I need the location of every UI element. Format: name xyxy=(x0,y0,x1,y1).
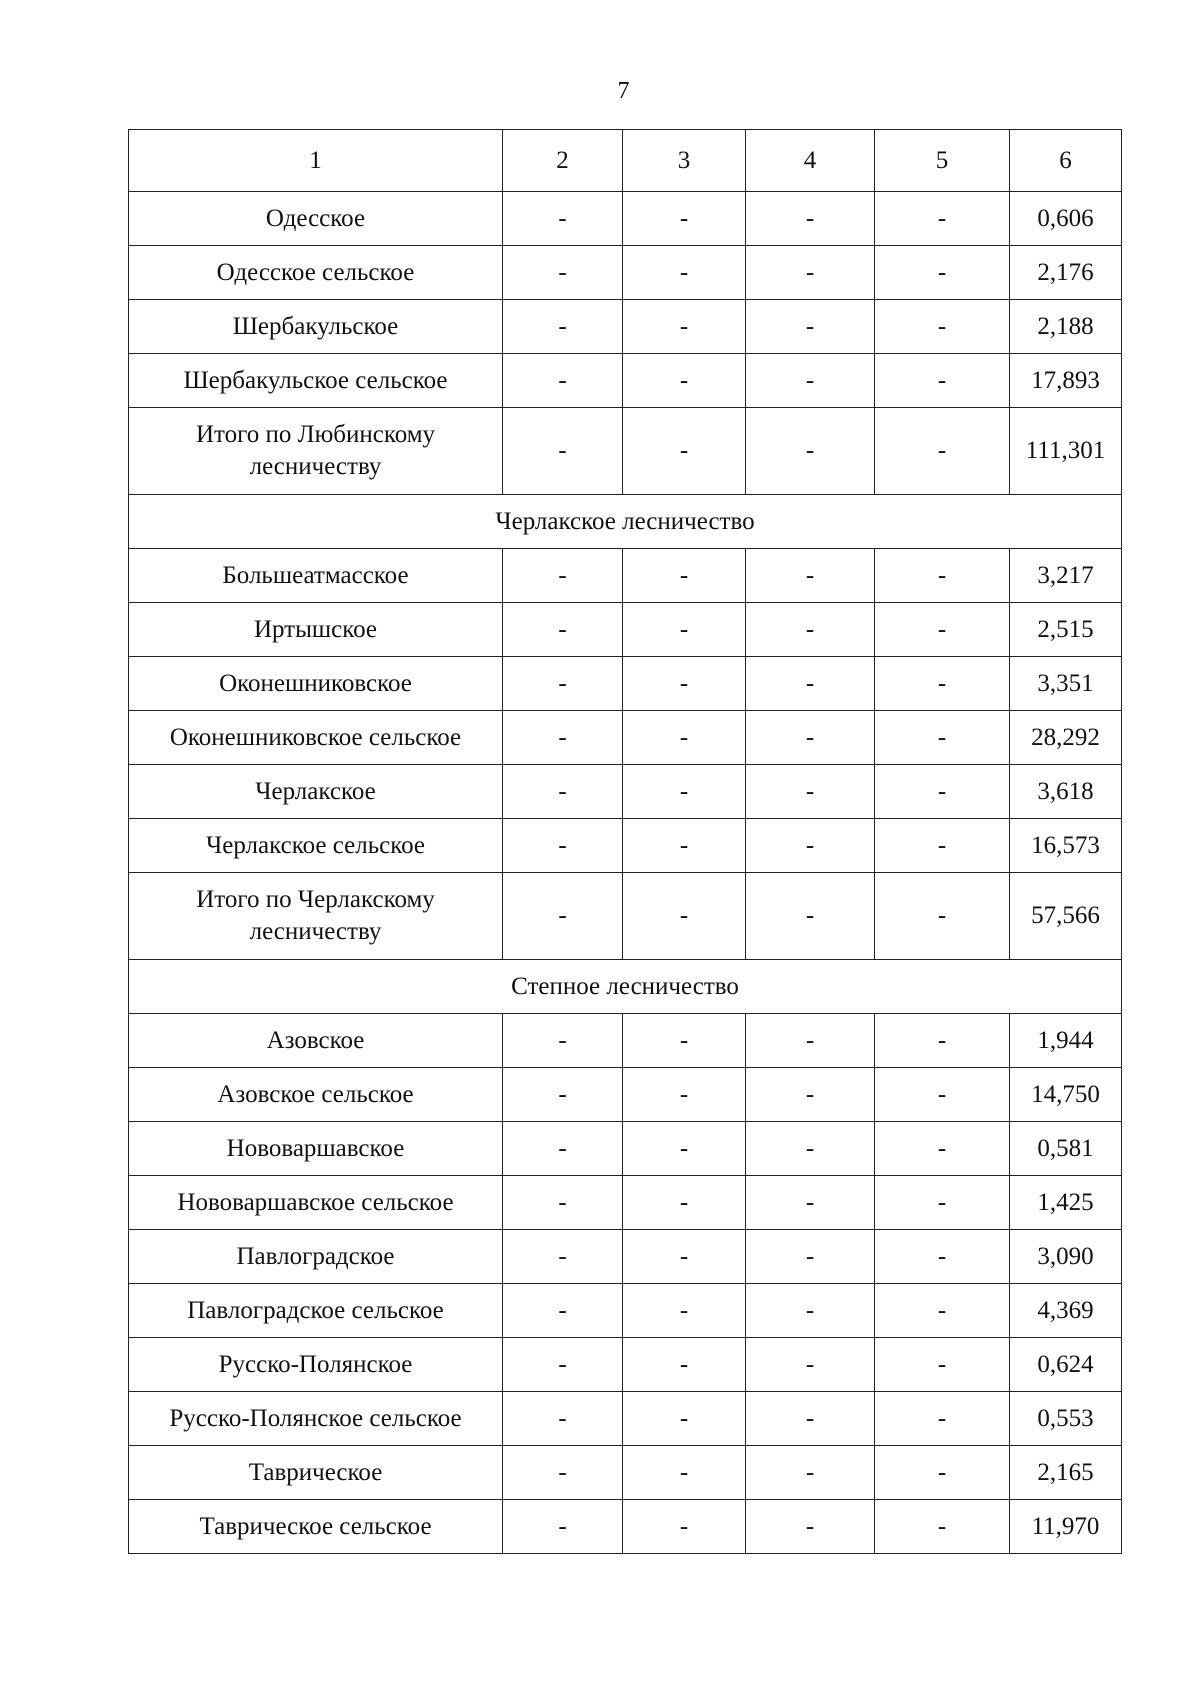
value-cell: - xyxy=(746,408,875,495)
value-cell: 0,581 xyxy=(1010,1122,1122,1176)
value-cell: - xyxy=(746,1176,875,1230)
value-cell: - xyxy=(623,408,746,495)
table-row xyxy=(129,300,1122,354)
table-row xyxy=(129,1230,1122,1284)
value-cell: 2,515 xyxy=(1010,603,1122,657)
value-cell: 111,301 xyxy=(1010,408,1122,495)
value-cell: - xyxy=(503,354,623,408)
row-label-cell: Шербакульское сельское xyxy=(129,354,503,408)
value-cell: - xyxy=(503,603,623,657)
header-cell: 1 xyxy=(129,130,503,192)
row-label-cell: Итого по Любинскому лесничеству xyxy=(129,408,503,495)
value-cell: - xyxy=(875,1446,1010,1500)
section-header-row xyxy=(129,960,1122,1014)
value-cell: 11,970 xyxy=(1010,1500,1122,1554)
value-cell: - xyxy=(503,819,623,873)
value-cell: - xyxy=(623,1500,746,1554)
value-cell: 16,573 xyxy=(1010,819,1122,873)
value-cell: - xyxy=(503,408,623,495)
table-row xyxy=(129,765,1122,819)
value-cell: 1,944 xyxy=(1010,1014,1122,1068)
row-label-cell: Черлакское xyxy=(129,765,503,819)
value-cell: 2,176 xyxy=(1010,246,1122,300)
value-cell: - xyxy=(623,1392,746,1446)
table-row xyxy=(129,549,1122,603)
table-row xyxy=(129,1392,1122,1446)
table-row xyxy=(129,711,1122,765)
row-label-cell: Русско-Полянское сельское xyxy=(129,1392,503,1446)
value-cell: - xyxy=(746,711,875,765)
value-cell: - xyxy=(875,603,1010,657)
value-cell: - xyxy=(746,1230,875,1284)
value-cell: - xyxy=(746,1392,875,1446)
value-cell: - xyxy=(623,1176,746,1230)
value-cell: - xyxy=(746,765,875,819)
value-cell: - xyxy=(875,1338,1010,1392)
value-cell: - xyxy=(623,1122,746,1176)
value-cell: - xyxy=(746,873,875,960)
value-cell: - xyxy=(875,1122,1010,1176)
value-cell: 2,188 xyxy=(1010,300,1122,354)
row-label-cell: Итого по Черлакскому лесничеству xyxy=(129,873,503,960)
value-cell: - xyxy=(746,603,875,657)
value-cell: - xyxy=(746,354,875,408)
page-number: 7 xyxy=(617,78,630,104)
value-cell: - xyxy=(746,1068,875,1122)
value-cell: - xyxy=(875,549,1010,603)
value-cell: - xyxy=(503,1230,623,1284)
table-row xyxy=(129,1284,1122,1338)
row-label-cell: Таврическое сельское xyxy=(129,1500,503,1554)
value-cell: - xyxy=(875,657,1010,711)
value-cell: - xyxy=(623,603,746,657)
value-cell: 0,624 xyxy=(1010,1338,1122,1392)
row-label-cell: Оконешниковское xyxy=(129,657,503,711)
section-title: Степное лесничество xyxy=(129,960,1122,1014)
value-cell: - xyxy=(746,1338,875,1392)
table-row xyxy=(129,246,1122,300)
value-cell: 17,893 xyxy=(1010,354,1122,408)
value-cell: - xyxy=(746,246,875,300)
value-cell: - xyxy=(503,765,623,819)
row-label-cell: Нововаршавское xyxy=(129,1122,503,1176)
value-cell: - xyxy=(503,1014,623,1068)
header-cell: 4 xyxy=(746,130,875,192)
value-cell: - xyxy=(623,192,746,246)
value-cell: - xyxy=(875,819,1010,873)
value-cell: - xyxy=(875,246,1010,300)
table-row xyxy=(129,1068,1122,1122)
section-title: Черлакское лесничество xyxy=(129,495,1122,549)
value-cell: - xyxy=(623,873,746,960)
value-cell: - xyxy=(746,1446,875,1500)
table-body xyxy=(129,130,1122,1554)
table-row xyxy=(129,657,1122,711)
value-cell: - xyxy=(746,549,875,603)
row-label-cell: Одесское xyxy=(129,192,503,246)
value-cell: - xyxy=(503,1068,623,1122)
row-label-cell: Азовское xyxy=(129,1014,503,1068)
value-cell: - xyxy=(623,300,746,354)
value-cell: - xyxy=(623,1446,746,1500)
value-cell: 4,369 xyxy=(1010,1284,1122,1338)
table-header-row xyxy=(129,130,1122,192)
table-row xyxy=(129,1122,1122,1176)
row-label-cell: Русско-Полянское xyxy=(129,1338,503,1392)
value-cell: - xyxy=(875,192,1010,246)
value-cell: - xyxy=(623,1338,746,1392)
value-cell: - xyxy=(875,300,1010,354)
value-cell: 0,606 xyxy=(1010,192,1122,246)
header-cell: 6 xyxy=(1010,130,1122,192)
value-cell: - xyxy=(746,1122,875,1176)
row-label-cell: Иртышское xyxy=(129,603,503,657)
value-cell: - xyxy=(875,711,1010,765)
total-row xyxy=(129,408,1122,495)
table-row xyxy=(129,1446,1122,1500)
row-label-cell: Павлоградское xyxy=(129,1230,503,1284)
row-label-cell: Азовское сельское xyxy=(129,1068,503,1122)
value-cell: 3,618 xyxy=(1010,765,1122,819)
table-row xyxy=(129,192,1122,246)
value-cell: - xyxy=(623,549,746,603)
value-cell: - xyxy=(503,1122,623,1176)
row-label-cell: Черлакское сельское xyxy=(129,819,503,873)
value-cell: - xyxy=(503,300,623,354)
row-label-cell: Павлоградское сельское xyxy=(129,1284,503,1338)
value-cell: - xyxy=(746,300,875,354)
value-cell: - xyxy=(623,819,746,873)
value-cell: 2,165 xyxy=(1010,1446,1122,1500)
value-cell: - xyxy=(503,1338,623,1392)
section-header-row xyxy=(129,495,1122,549)
header-cell: 5 xyxy=(875,130,1010,192)
value-cell: - xyxy=(503,549,623,603)
value-cell: 1,425 xyxy=(1010,1176,1122,1230)
total-row xyxy=(129,873,1122,960)
value-cell: 14,750 xyxy=(1010,1068,1122,1122)
value-cell: - xyxy=(623,711,746,765)
table-row xyxy=(129,603,1122,657)
value-cell: - xyxy=(503,873,623,960)
value-cell: - xyxy=(503,1284,623,1338)
value-cell: - xyxy=(875,1014,1010,1068)
header-cell: 3 xyxy=(623,130,746,192)
value-cell: - xyxy=(875,408,1010,495)
value-cell: - xyxy=(623,1284,746,1338)
value-cell: 3,217 xyxy=(1010,549,1122,603)
value-cell: - xyxy=(875,1500,1010,1554)
row-label-cell: Оконешниковское сельское xyxy=(129,711,503,765)
value-cell: - xyxy=(875,1068,1010,1122)
value-cell: - xyxy=(503,1500,623,1554)
value-cell: 57,566 xyxy=(1010,873,1122,960)
value-cell: 3,351 xyxy=(1010,657,1122,711)
value-cell: 0,553 xyxy=(1010,1392,1122,1446)
value-cell: 3,090 xyxy=(1010,1230,1122,1284)
value-cell: - xyxy=(623,1230,746,1284)
value-cell: - xyxy=(623,246,746,300)
row-label-cell: Большеатмасское xyxy=(129,549,503,603)
table-row xyxy=(129,1176,1122,1230)
value-cell: - xyxy=(875,765,1010,819)
value-cell: - xyxy=(746,1014,875,1068)
header-cell: 2 xyxy=(503,130,623,192)
table-row xyxy=(129,354,1122,408)
row-label-cell: Таврическое xyxy=(129,1446,503,1500)
value-cell: - xyxy=(875,1284,1010,1338)
table-row xyxy=(129,1500,1122,1554)
value-cell: - xyxy=(503,1392,623,1446)
value-cell: - xyxy=(503,711,623,765)
value-cell: - xyxy=(746,1500,875,1554)
value-cell: - xyxy=(746,657,875,711)
table-row xyxy=(129,819,1122,873)
value-cell: - xyxy=(503,246,623,300)
table-row xyxy=(129,1014,1122,1068)
value-cell: 28,292 xyxy=(1010,711,1122,765)
value-cell: - xyxy=(875,1176,1010,1230)
value-cell: - xyxy=(503,657,623,711)
value-cell: - xyxy=(746,192,875,246)
value-cell: - xyxy=(875,354,1010,408)
value-cell: - xyxy=(623,657,746,711)
value-cell: - xyxy=(503,192,623,246)
value-cell: - xyxy=(875,1392,1010,1446)
value-cell: - xyxy=(503,1446,623,1500)
value-cell: - xyxy=(746,1284,875,1338)
table-row xyxy=(129,1338,1122,1392)
value-cell: - xyxy=(623,1014,746,1068)
value-cell: - xyxy=(875,1230,1010,1284)
value-cell: - xyxy=(623,1068,746,1122)
value-cell: - xyxy=(503,1176,623,1230)
row-label-cell: Шербакульское xyxy=(129,300,503,354)
value-cell: - xyxy=(623,765,746,819)
value-cell: - xyxy=(623,354,746,408)
row-label-cell: Нововаршавское сельское xyxy=(129,1176,503,1230)
value-cell: - xyxy=(875,873,1010,960)
row-label-cell: Одесское сельское xyxy=(129,246,503,300)
forestry-table xyxy=(128,129,1122,1554)
value-cell: - xyxy=(746,819,875,873)
